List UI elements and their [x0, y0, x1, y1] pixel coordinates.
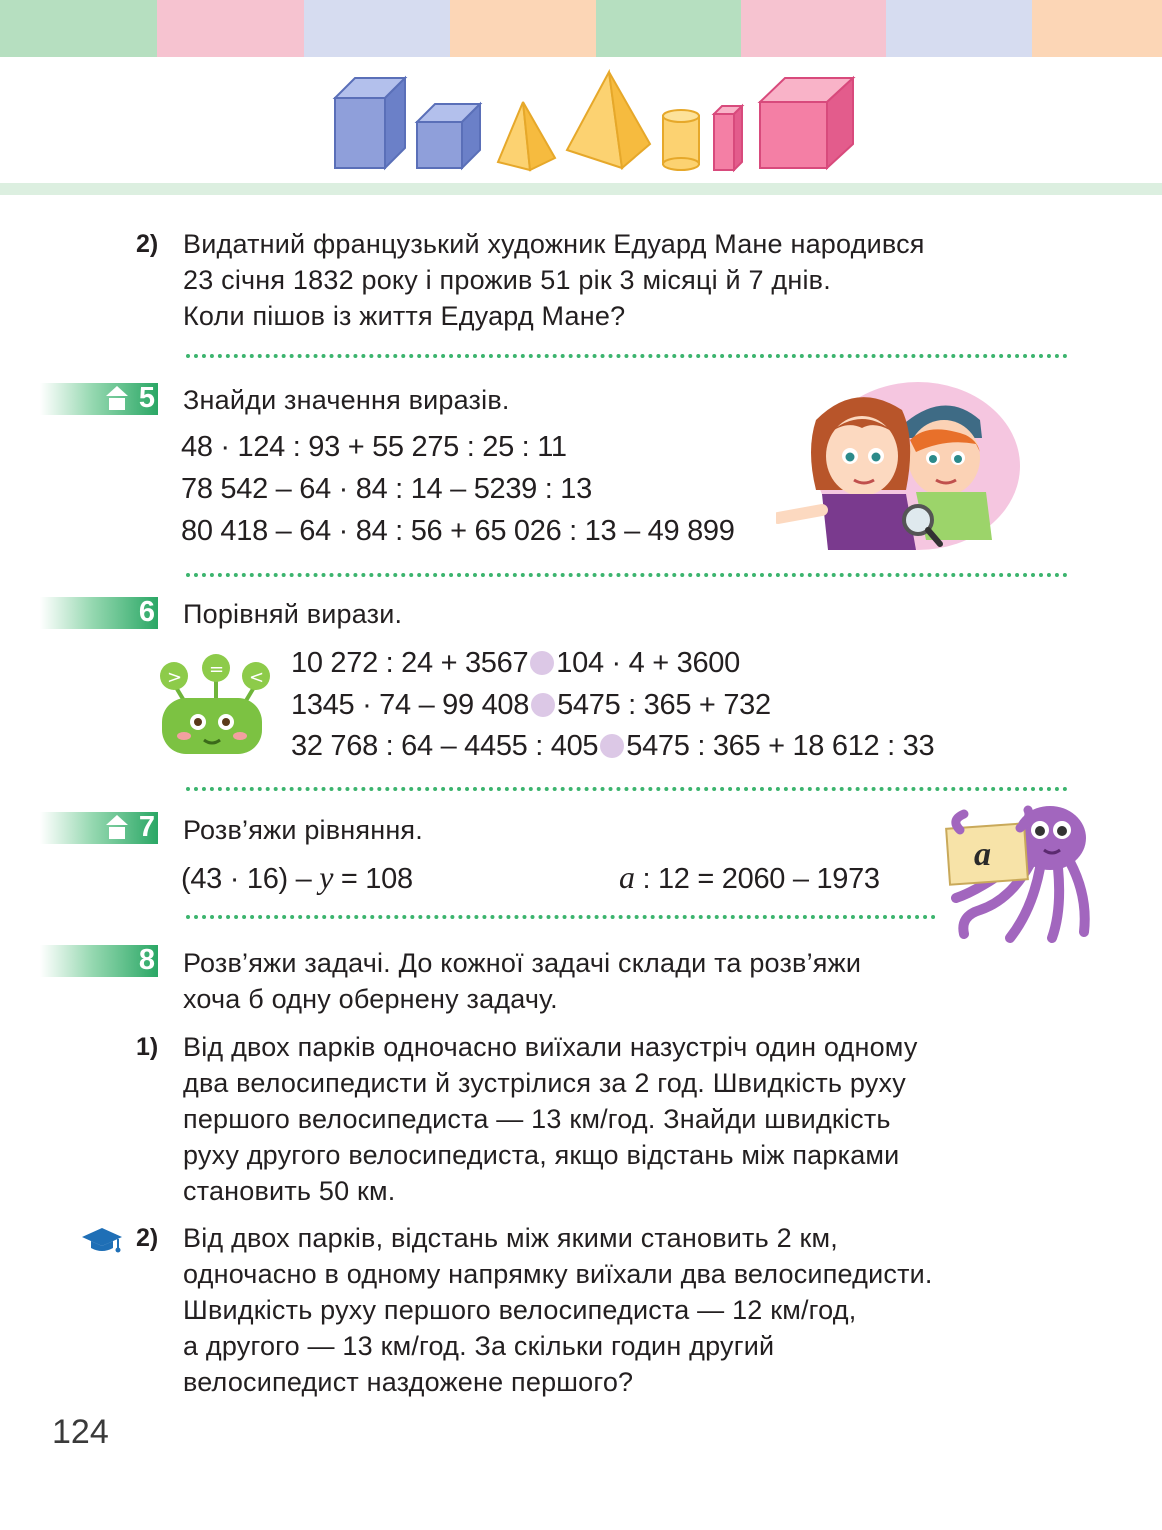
- task6-number: 6: [138, 596, 155, 628]
- comparison-right: 5475 : 365 + 18 612 : 33: [626, 730, 935, 762]
- task8-title-line: Розв’яжи задачі. До кожної задачі склади та розв’яжи: [183, 948, 862, 978]
- task8-part2-number: 2): [136, 1224, 159, 1252]
- header-band: [157, 0, 304, 57]
- task7-equation-2: [619, 856, 880, 900]
- comparison-sign-placeholder[interactable]: [530, 651, 554, 675]
- header-band: [304, 0, 450, 57]
- comparison-left: 10 272 : 24 + 3567: [291, 647, 529, 679]
- blue-cube-large-icon: [335, 78, 405, 168]
- home-task-icon: [106, 386, 128, 410]
- card-letter: a: [974, 836, 991, 873]
- home-task-icon: [106, 815, 128, 839]
- octopus-icon: [940, 800, 1090, 945]
- equation-2-right: : 12 = 2060 – 1973: [634, 863, 880, 895]
- task8-part1-line: першого велосипедиста — 13 км/год. Знайди швидкість: [183, 1104, 891, 1134]
- task7-equation-1: [181, 856, 413, 900]
- answer-dotted-line: [186, 573, 1068, 577]
- task4-part2-line: Коли пішов із життя Едуард Мане?: [183, 301, 626, 331]
- task6-comparison-row: [291, 642, 740, 684]
- blue-cube-small-icon: [417, 104, 480, 168]
- svg-text:>: >: [167, 667, 183, 688]
- comparison-sign-placeholder[interactable]: [531, 693, 555, 717]
- header-band: [741, 0, 886, 57]
- task5-number: 5: [138, 382, 155, 414]
- task8-part2-line: Швидкість руху першого велосипедиста — 12 км/год,: [183, 1295, 857, 1325]
- task4-part2-line: Видатний французький художник Едуард Мане народився: [183, 229, 925, 259]
- yellow-pyramid-large-icon: [567, 72, 650, 168]
- task8-part1-number: 1): [136, 1033, 159, 1061]
- header-band: [1032, 0, 1162, 57]
- task6-badge: [40, 597, 158, 629]
- task8-part2-line: одночасно в одному напрямку виїхали два велосипедисти.: [183, 1259, 933, 1289]
- header-band: [0, 0, 157, 57]
- octopus-illustration: [940, 800, 1090, 945]
- task7-number: 7: [138, 811, 155, 843]
- task5-expression: 48 · 124 : 93 + 55 275 : 25 : 11: [181, 431, 567, 463]
- task8-part1-line: становить 50 км.: [183, 1176, 396, 1206]
- header-band: [450, 0, 596, 57]
- task7-title: Розв’яжи рівняння.: [183, 815, 423, 845]
- task7-badge: [40, 812, 158, 844]
- svg-text:<: <: [249, 667, 265, 688]
- task4-part2-line: 23 січня 1832 року і прожив 51 рік 3 місяці й 7 днів.: [183, 265, 831, 295]
- yellow-cylinder-icon: [663, 110, 699, 170]
- geometric-shapes-illustration: [330, 66, 870, 176]
- page-number: 124: [52, 1413, 109, 1451]
- task8-part2-line: а другого — 13 км/год. За скільки годин другий: [183, 1331, 775, 1361]
- header-band: [886, 0, 1032, 57]
- answer-dotted-line: [186, 787, 1068, 791]
- comparison-left: 32 768 : 64 – 4455 : 405: [291, 730, 599, 762]
- task8-part1-line: Від двох парків одночасно виїхали назустріч один одному: [183, 1032, 918, 1062]
- comparison-sign-placeholder[interactable]: [600, 734, 624, 758]
- task5-expression: 78 542 – 64 · 84 : 14 – 5239 : 13: [181, 473, 592, 505]
- task8-part1-line: два велосипедисти й зустрілися за 2 год. Швидкість руху: [183, 1068, 906, 1098]
- task5-expression: 80 418 – 64 · 84 : 56 + 65 026 : 13 – 49 899: [181, 515, 735, 547]
- task8-part2-line: велосипедист наздожене першого?: [183, 1367, 634, 1397]
- equation-1-left: (43 · 16) –: [181, 863, 320, 895]
- task6-comparison-row: [291, 725, 934, 767]
- task8-number: 8: [138, 944, 155, 976]
- pink-prism-icon: [714, 106, 742, 170]
- comparison-right: 104 · 4 + 3600: [556, 647, 740, 679]
- task6-comparison-row: [291, 684, 771, 726]
- svg-text:=: =: [209, 659, 225, 680]
- equation-1-right: = 108: [333, 863, 413, 895]
- task8-part2-line: Від двох парків, відстань між якими становить 2 км,: [183, 1223, 838, 1253]
- task8-title-line: хоча б одну обернену задачу.: [183, 984, 558, 1014]
- equation-2-variable: a: [619, 859, 635, 895]
- header-band: [596, 0, 741, 57]
- task5-title: Знайди значення виразів.: [183, 385, 510, 415]
- task8-part1-line: руху другого велосипедиста, якщо відстань між парками: [183, 1140, 900, 1170]
- graduation-cap-icon: [82, 1226, 128, 1256]
- kids-with-magnifier-illustration: [776, 380, 1026, 555]
- answer-dotted-line: [186, 354, 1068, 358]
- header-divider: [0, 183, 1162, 195]
- answer-dotted-line: [186, 915, 936, 919]
- pink-cube-large-icon: [760, 78, 853, 168]
- green-monster-illustration: [156, 654, 276, 756]
- task6-title: Порівняй вирази.: [183, 599, 403, 629]
- comparison-right: 5475 : 365 + 732: [557, 689, 771, 721]
- task4-part2-number: 2): [136, 230, 159, 258]
- equation-1-variable: y: [319, 859, 334, 895]
- task8-badge: [40, 945, 158, 977]
- yellow-pyramid-small-icon: [498, 102, 555, 170]
- comparison-left: 1345 · 74 – 99 408: [291, 689, 530, 721]
- task5-badge: [40, 383, 158, 415]
